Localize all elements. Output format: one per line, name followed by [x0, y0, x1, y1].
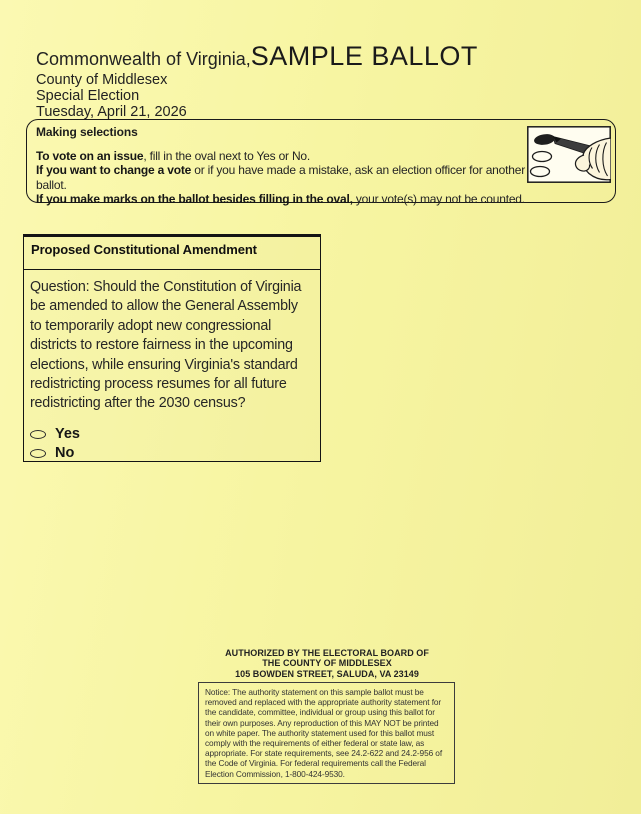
instruction-line — [36, 178, 606, 192]
sample-ballot-title: SAMPLE BALLOT — [250, 41, 478, 71]
options-list — [24, 425, 320, 463]
authorization-line: THE COUNTY OF MIDDLESEX — [262, 658, 392, 669]
instruction-line — [36, 192, 606, 206]
instruction-bold-text: To vote on an issue — [36, 149, 144, 163]
hand-marking-oval-illustration — [527, 126, 611, 183]
empty-oval-icon — [531, 167, 550, 177]
question-line: be amended to allow the General Assembly — [30, 298, 298, 315]
question-line: districts to restore fairness in the upcoming — [30, 337, 293, 354]
instruction-bold-text: If you want to change a vote — [36, 163, 192, 178]
instruction-rest-text: your vote(s) may not be counted. — [352, 192, 525, 207]
contest-title: Proposed Constitutional Amendment — [24, 237, 320, 270]
instruction-rest-text: ballot. — [36, 177, 67, 192]
no-label: No — [55, 445, 75, 462]
question-line: Question: Should the Constitution of Virginia — [30, 279, 302, 295]
instruction-bold-text: If you make marks on the ballot besides filling in the oval, — [36, 192, 353, 207]
empty-oval-icon — [533, 152, 552, 162]
question-line: redistricting process resumes for all future — [30, 376, 287, 393]
question-line: elections, while ensuring Virginia's standard — [30, 356, 298, 373]
authorization-line: AUTHORIZED BY THE ELECTORAL BOARD OF — [225, 648, 429, 658]
question-line: to temporarily adopt new congressional — [30, 317, 272, 334]
instruction-line — [36, 163, 606, 177]
authorization-statement — [165, 648, 489, 679]
jurisdiction-text: Commonwealth of Virginia, — [36, 49, 251, 69]
option-no[interactable] — [30, 444, 320, 463]
no-oval[interactable] — [30, 449, 46, 458]
instruction-rest-text: or if you have made a mistake, ask an election officer for another — [191, 163, 525, 178]
county-text: County of Middlesex — [36, 72, 168, 88]
instruction-line — [36, 149, 606, 163]
instruction-rest-text: , fill in the oval next to Yes or No. — [143, 149, 311, 163]
making-selections-box — [26, 119, 616, 207]
option-yes[interactable] — [30, 425, 320, 444]
instructions-title: Making selections — [36, 125, 138, 139]
election-type-text: Special Election — [36, 88, 140, 104]
amendment-contest-box — [23, 234, 321, 462]
question-line: redistricting after the 2030 census? — [30, 395, 246, 412]
yes-oval[interactable] — [30, 430, 46, 439]
election-date-text: Tuesday, April 21, 2026 — [36, 104, 187, 120]
yes-label: Yes — [55, 426, 80, 443]
notice-box — [198, 682, 455, 784]
authorization-line: 105 BOWDEN STREET, SALUDA, VA 23149 — [235, 668, 419, 679]
ballot-header — [36, 41, 478, 120]
amendment-question — [24, 270, 320, 414]
instructions-lines — [36, 149, 606, 207]
title-line — [36, 41, 478, 72]
notice-text: Notice: The authority statement on this sample ballot must be removed and replaced with the appropriate authority statement for the candidate, committee, individual or group using this ballot for their own purposes. Any reproduction of this MAY NOT be printed on white paper. The authority statement used for this ballot must comply with the requirements of either federal or state law, as appropriate. For state requirements, see 24.2-622 and 24.2-956 of the Code of Virginia. For federal requirements call the Federal Election Commission, 1-800-424-9530. — [205, 687, 443, 779]
